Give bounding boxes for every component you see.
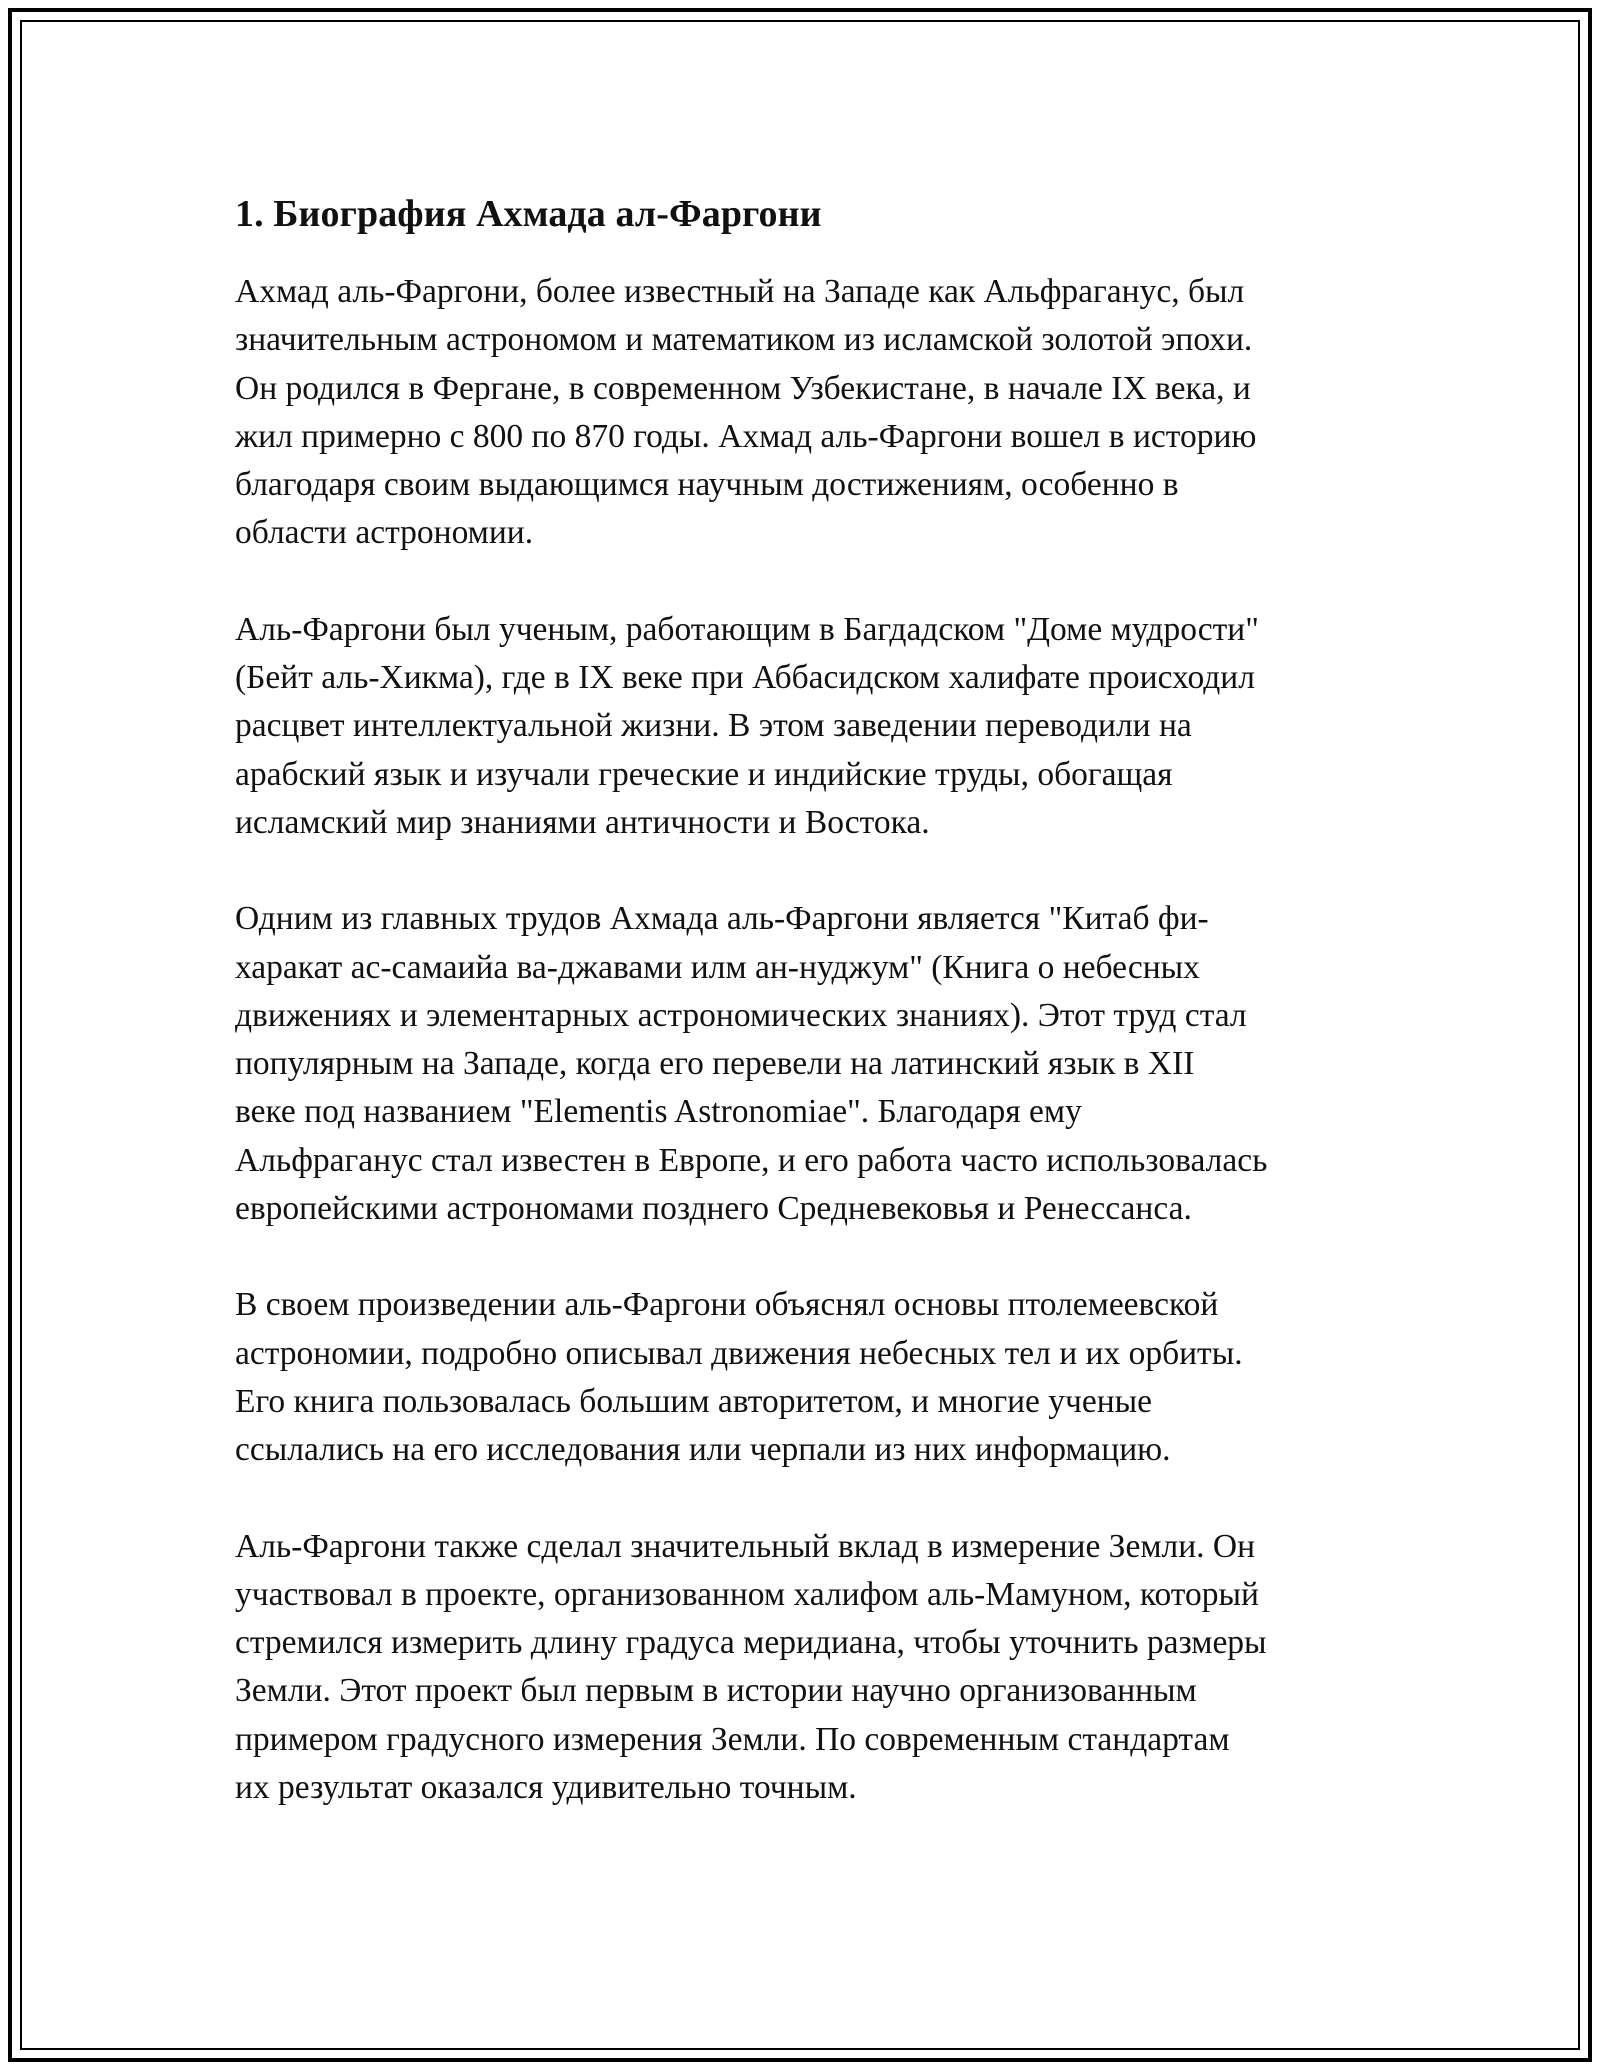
text-line: арабский язык и изучали греческие и индийские труды, обогащая xyxy=(235,755,1173,793)
text-line: примером градусного измерения Земли. По современным стандартам xyxy=(235,1720,1230,1758)
paragraph-earth-measurement xyxy=(235,1523,1385,1813)
text-line: ссылались на его исследования или черпали из них информацию. xyxy=(235,1431,1171,1469)
document-body xyxy=(235,189,1385,1860)
text-line: Альфраганус стал известен в Европе, и его работа часто использовалась xyxy=(235,1141,1268,1179)
text-line: расцвет интеллектуальной жизни. В этом заведении переводили на xyxy=(235,707,1192,745)
text-line: благодаря своим выдающимся научным достижениям, особенно в xyxy=(235,466,1179,504)
text-line: Он родился в Фергане, в современном Узбекистане, в начале IX века, и xyxy=(235,369,1251,407)
text-line: Одним из главных трудов Ахмада аль-Фаргони является "Китаб фи- xyxy=(235,900,1209,938)
text-line: участвовал в проекте, организованном халифом аль-Мамуном, который xyxy=(235,1575,1259,1613)
text-line: области астрономии. xyxy=(235,514,534,552)
text-line: стремился измерить длину градуса меридиана, чтобы уточнить размеры xyxy=(235,1624,1267,1662)
text-line: движениях и элементарных астрономических знаниях). Этот труд стал xyxy=(235,996,1247,1034)
text-line: их результат оказался удивительно точным. xyxy=(235,1769,857,1807)
text-line: жил примерно с 800 по 870 годы. Ахмад аль-Фаргони вошел в историю xyxy=(235,417,1257,455)
text-line: В своем произведении аль-Фаргони объяснял основы птолемеевской xyxy=(235,1286,1219,1324)
paragraph-house-of-wisdom xyxy=(235,606,1385,847)
paragraph-main-work xyxy=(235,895,1385,1233)
text-line: Ахмад аль-Фаргони, более известный на Западе как Альфраганус, был xyxy=(235,273,1245,310)
section-heading: 1. Биография Ахмада ал-Фаргони xyxy=(235,193,822,235)
text-line: европейскими астрономами позднего Средневековья и Ренессанса. xyxy=(235,1190,1192,1228)
text-line: Земли. Этот проект был первым в истории научно организованным xyxy=(235,1672,1197,1710)
text-line: веке под названием "Elementis Astronomiae". Благодаря ему xyxy=(235,1093,1082,1131)
paragraph-ptolemaic-astronomy xyxy=(235,1281,1385,1474)
text-line: астрономии, подробно описывал движения небесных тел и их орбиты. xyxy=(235,1334,1243,1372)
text-line: исламский мир знаниями античности и Востока. xyxy=(235,803,930,841)
paragraph-biography-intro xyxy=(235,268,1385,558)
text-line: значительным астрономом и математиком из исламской золотой эпохи. xyxy=(235,321,1253,359)
text-line: Его книга пользовалась большим авторитетом, и многие ученые xyxy=(235,1382,1153,1420)
text-line: Аль-Фаргони был ученым, работающим в Багдадском "Доме мудрости" xyxy=(235,610,1259,648)
text-line: популярным на Западе, когда его перевели на латинский язык в XII xyxy=(235,1045,1195,1083)
text-line: харакат ас-самаийа ва-джавами илм ан-нуджум" (Книга о небесных xyxy=(235,948,1200,986)
text-line: Аль-Фаргони также сделал значительный вклад в измерение Земли. Он xyxy=(235,1527,1256,1565)
text-line: (Бейт аль-Хикма), где в IX веке при Аббасидском халифате происходил xyxy=(235,659,1255,697)
